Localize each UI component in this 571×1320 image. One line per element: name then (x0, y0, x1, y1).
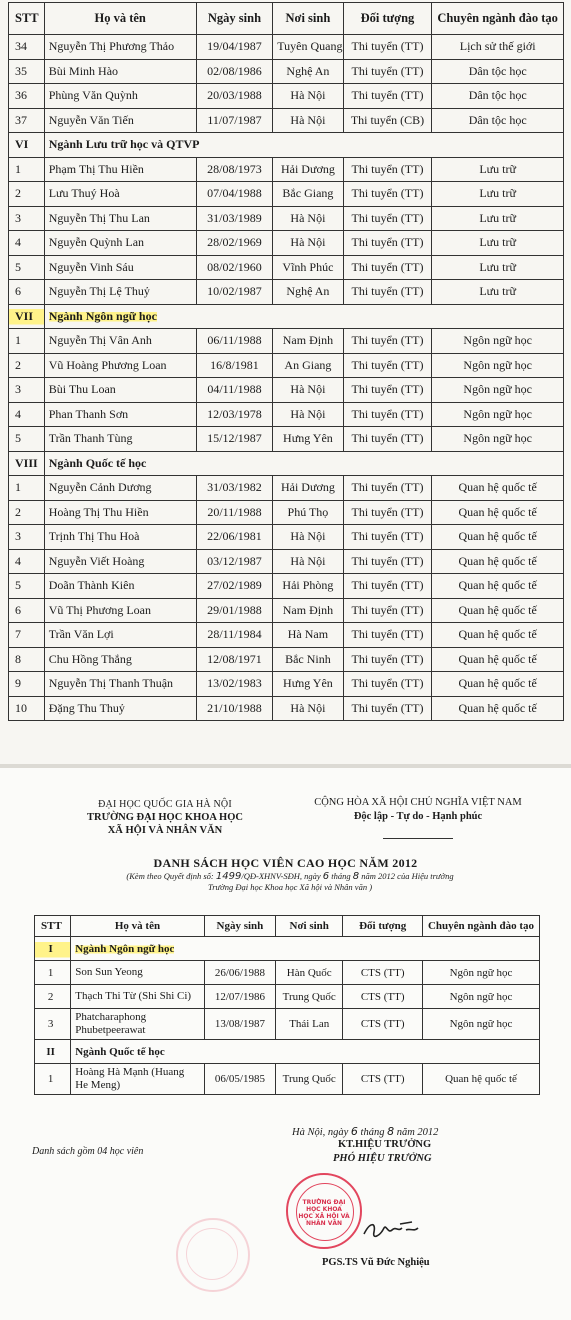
birth-place: Nghệ An (273, 280, 343, 305)
birth-date: 02/08/1986 (196, 59, 273, 84)
admission-type: Thi tuyển (TT) (343, 549, 432, 574)
admission-type: Thi tuyển (TT) (343, 525, 432, 550)
birth-date: 21/10/1988 (196, 696, 273, 721)
row-number: 4 (9, 402, 45, 427)
student-name: Nguyễn Thị Thanh Thuận (44, 672, 196, 697)
birth-date: 19/04/1987 (196, 35, 273, 60)
subtitle-part-d: năm 2012 của Hiệu trưởng (361, 871, 454, 881)
section-title-cell (44, 133, 563, 158)
admission-type: Thi tuyển (TT) (343, 476, 432, 501)
major: Quan hệ quốc tế (432, 623, 564, 648)
subtitle-part-c: tháng (331, 871, 351, 881)
birth-place: Hà Nội (273, 231, 343, 256)
admission-type: Thi tuyển (TT) (343, 672, 432, 697)
birth-date: 13/02/1983 (196, 672, 273, 697)
section-row (35, 1040, 540, 1064)
column-header: Họ và tên (71, 916, 204, 937)
admission-type: Thi tuyển (TT) (343, 59, 432, 84)
decision-month: 8 (352, 871, 360, 882)
column-header: STT (9, 3, 45, 35)
birth-place: An Giang (273, 353, 343, 378)
student-name: Phan Thanh Sơn (44, 402, 196, 427)
signature-date (292, 1125, 438, 1138)
table-row (9, 476, 564, 501)
section-title-cell (44, 451, 563, 476)
column-header: Họ và tên (44, 3, 196, 35)
row-number: 1 (35, 961, 71, 985)
row-number: 5 (9, 427, 45, 452)
document-subtitle (70, 871, 510, 893)
row-number: 1 (9, 329, 45, 354)
subtitle-line-2: Trường Đại học Khoa học Xã hội và Nhân văn ) (207, 882, 373, 892)
table-row (9, 647, 564, 672)
major: Lưu trữ (432, 206, 564, 231)
signer-name: PGS.TS Vũ Đức Nghiệu (322, 1257, 430, 1268)
admission-type: Thi tuyển (TT) (343, 574, 432, 599)
major: Lịch sử thế giới (432, 35, 564, 60)
faint-stamp-seal (176, 1218, 250, 1292)
row-number: 5 (9, 574, 45, 599)
major: Lưu trữ (432, 231, 564, 256)
date-month: 8 (387, 1125, 395, 1138)
table-row (9, 84, 564, 109)
table-row (9, 574, 564, 599)
table-row (9, 280, 564, 305)
student-name: Hoàng Hà Mạnh (Huang He Meng) (71, 1064, 204, 1095)
section-row (9, 133, 564, 158)
university-seal-stamp (286, 1173, 362, 1249)
date-part-a: Hà Nội, ngày (292, 1127, 349, 1138)
subtitle-part-a: (Kèm theo Quyết định số: (126, 871, 214, 881)
birth-date: 08/02/1960 (196, 255, 273, 280)
birth-place: Nghệ An (273, 59, 343, 84)
major: Dân tộc học (432, 84, 564, 109)
table-row (9, 672, 564, 697)
row-number: 3 (9, 525, 45, 550)
section-title: Ngành Quốc tế học (75, 1045, 165, 1058)
major: Lưu trữ (432, 182, 564, 207)
birth-date: 04/11/1988 (196, 378, 273, 403)
student-name: Nguyễn Thị Lệ Thuỷ (44, 280, 196, 305)
date-part-c: năm 2012 (396, 1127, 439, 1138)
birth-date: 11/07/1987 (196, 108, 273, 133)
row-number: 3 (35, 1009, 71, 1040)
birth-place: Phú Thọ (273, 500, 343, 525)
row-number: 4 (9, 231, 45, 256)
admission-type: Thi tuyển (TT) (343, 500, 432, 525)
student-name: Son Sun Yeong (71, 961, 204, 985)
table-row (35, 1064, 540, 1095)
admission-type: CTS (TT) (343, 1009, 423, 1040)
signer-title-1: KT.HIỆU TRƯỞNG (338, 1139, 432, 1150)
student-name: Doãn Thành Kiên (44, 574, 196, 599)
section-title-cell (44, 304, 563, 329)
birth-place: Vĩnh Phúc (273, 255, 343, 280)
date-part-b: tháng (360, 1127, 385, 1138)
document-title: DANH SÁCH HỌC VIÊN CAO HỌC NĂM 2012 (153, 856, 418, 870)
major: Quan hệ quốc tế (432, 549, 564, 574)
subtitle-part-b: /QĐ-XHNV-SĐH, ngày (241, 871, 321, 881)
birth-place: Hà Nội (273, 696, 343, 721)
student-name: Nguyễn Thị Thu Lan (44, 206, 196, 231)
decision-day: 6 (322, 871, 330, 882)
row-number: 2 (9, 353, 45, 378)
table-row (9, 623, 564, 648)
birth-place: Hưng Yên (273, 427, 343, 452)
table-row (9, 525, 564, 550)
major: Quan hệ quốc tế (432, 696, 564, 721)
section-number: VII (9, 304, 45, 329)
section-row (9, 451, 564, 476)
admission-type: CTS (TT) (343, 961, 423, 985)
birth-date: 22/06/1981 (196, 525, 273, 550)
birth-place: Tuyên Quang (273, 35, 343, 60)
table-row (35, 1009, 540, 1040)
admission-type: Thi tuyển (TT) (343, 623, 432, 648)
major: Ngôn ngữ học (432, 402, 564, 427)
birth-place: Hà Nam (273, 623, 343, 648)
major: Lưu trữ (432, 280, 564, 305)
table-row (9, 402, 564, 427)
table-row (9, 427, 564, 452)
column-header: Đối tượng (343, 916, 423, 937)
major: Quan hệ quốc tế (423, 1064, 540, 1095)
major: Ngôn ngữ học (432, 378, 564, 403)
section-number: VI (9, 133, 45, 158)
table-row (9, 549, 564, 574)
table-row (9, 598, 564, 623)
section-number: I (35, 937, 71, 961)
admission-type: Thi tuyển (TT) (343, 353, 432, 378)
admission-type: CTS (TT) (343, 985, 423, 1009)
birth-place: Nam Định (273, 598, 343, 623)
birth-place: Bắc Ninh (273, 647, 343, 672)
major: Quan hệ quốc tế (432, 598, 564, 623)
birth-date: 13/08/1987 (204, 1009, 275, 1040)
table-row (9, 255, 564, 280)
student-name: Nguyễn Thị Phương Thảo (44, 35, 196, 60)
column-header: Nơi sinh (276, 916, 343, 937)
row-number: 10 (9, 696, 45, 721)
student-count-note: Danh sách gồm 04 học viên (32, 1146, 144, 1157)
birth-date: 20/11/1988 (196, 500, 273, 525)
student-name: Hoàng Thị Thu Hiền (44, 500, 196, 525)
row-number: 35 (9, 59, 45, 84)
table-row (9, 378, 564, 403)
faculty-name-line1: TRƯỜNG ĐẠI HỌC KHOA HỌC (87, 812, 243, 823)
birth-date: 28/02/1969 (196, 231, 273, 256)
admission-type: Thi tuyển (TT) (343, 598, 432, 623)
student-name: Phạm Thị Thu Hiền (44, 157, 196, 182)
student-name: Chu Hồng Thắng (44, 647, 196, 672)
row-number: 2 (9, 500, 45, 525)
student-name: Bùi Minh Hào (44, 59, 196, 84)
table-row (9, 59, 564, 84)
section-title: Ngành Ngôn ngữ học (48, 308, 157, 323)
table-row (9, 108, 564, 133)
admission-type: Thi tuyển (TT) (343, 427, 432, 452)
student-name: Nguyễn Thị Vân Anh (44, 329, 196, 354)
major: Quan hệ quốc tế (432, 647, 564, 672)
row-number: 37 (9, 108, 45, 133)
row-number: 5 (9, 255, 45, 280)
major: Quan hệ quốc tế (432, 500, 564, 525)
major: Ngôn ngữ học (432, 329, 564, 354)
row-number: 9 (9, 672, 45, 697)
admission-type: Thi tuyển (TT) (343, 35, 432, 60)
student-name: Nguyễn Viết Hoàng (44, 549, 196, 574)
birth-place: Hải Dương (273, 476, 343, 501)
birth-place: Thái Lan (276, 1009, 343, 1040)
birth-place: Hải Dương (273, 157, 343, 182)
student-name: Nguyễn Vinh Sáu (44, 255, 196, 280)
birth-date: 31/03/1989 (196, 206, 273, 231)
birth-date: 12/08/1971 (196, 647, 273, 672)
table-header-row (9, 3, 564, 35)
major: Quan hệ quốc tế (432, 476, 564, 501)
table-row (9, 206, 564, 231)
student-name: Trịnh Thị Thu Hoà (44, 525, 196, 550)
row-number: 1 (9, 476, 45, 501)
student-name: Trần Thanh Tùng (44, 427, 196, 452)
row-number: 36 (9, 84, 45, 109)
row-number: 3 (9, 378, 45, 403)
student-name: Trần Văn Lợi (44, 623, 196, 648)
birth-place: Trung Quốc (276, 985, 343, 1009)
student-name: Đặng Thu Thuỷ (44, 696, 196, 721)
section-number: VIII (9, 451, 45, 476)
admission-type: Thi tuyển (TT) (343, 231, 432, 256)
major: Lưu trữ (432, 255, 564, 280)
major: Ngôn ngữ học (432, 353, 564, 378)
birth-place: Hưng Yên (273, 672, 343, 697)
admission-type: Thi tuyển (TT) (343, 84, 432, 109)
birth-place: Hà Nội (273, 84, 343, 109)
row-number: 6 (9, 598, 45, 623)
row-number: 3 (9, 206, 45, 231)
admission-type: Thi tuyển (TT) (343, 157, 432, 182)
section-number: II (35, 1040, 71, 1064)
table-row (35, 985, 540, 1009)
birth-date: 28/11/1984 (196, 623, 273, 648)
admission-type: Thi tuyển (TT) (343, 696, 432, 721)
national-motto: Độc lập - Tự do - Hạnh phúc (353, 811, 483, 822)
birth-date: 31/03/1982 (196, 476, 273, 501)
birth-place: Hà Nội (273, 549, 343, 574)
table-row (9, 696, 564, 721)
signer-title-2: PHÓ HIỆU TRƯỞNG (333, 1153, 432, 1164)
row-number: 34 (9, 35, 45, 60)
column-header: Ngày sinh (196, 3, 273, 35)
birth-date: 27/02/1989 (196, 574, 273, 599)
student-name: Lưu Thuý Hoà (44, 182, 196, 207)
section-title: Ngành Lưu trữ học và QTVP (48, 137, 200, 152)
admission-type: Thi tuyển (TT) (343, 255, 432, 280)
student-name: Phùng Văn Quỳnh (44, 84, 196, 109)
birth-place: Nam Định (273, 329, 343, 354)
birth-place: Hà Nội (273, 402, 343, 427)
row-number: 4 (9, 549, 45, 574)
stamp-text: TRƯỜNG ĐẠI HỌC KHOA HỌC XÃ HỘI VÀ NHÂN VĂN (298, 1199, 350, 1227)
birth-place: Trung Quốc (276, 1064, 343, 1095)
foreign-student-table (34, 915, 540, 1095)
major: Quan hệ quốc tế (432, 525, 564, 550)
major: Ngôn ngữ học (423, 1009, 540, 1040)
student-name: Thạch Thi Từ (Shi Shi Ci) (71, 985, 204, 1009)
table-row (9, 329, 564, 354)
table-row (9, 500, 564, 525)
national-header (288, 796, 548, 824)
row-number: 2 (9, 182, 45, 207)
student-name: Vũ Thị Phương Loan (44, 598, 196, 623)
section-title: Ngành Ngôn ngữ học (75, 942, 175, 955)
birth-date: 12/07/1986 (204, 985, 275, 1009)
column-header: Ngày sinh (204, 916, 275, 937)
birth-place: Hải Phòng (273, 574, 343, 599)
document-page-2 (0, 768, 571, 1320)
admission-type: Thi tuyển (TT) (343, 647, 432, 672)
birth-date: 28/08/1973 (196, 157, 273, 182)
birth-place: Hàn Quốc (276, 961, 343, 985)
admission-type: Thi tuyển (TT) (343, 280, 432, 305)
student-name: Nguyễn Văn Tiến (44, 108, 196, 133)
row-number: 8 (9, 647, 45, 672)
table-header-row (35, 916, 540, 937)
admission-type: CTS (TT) (343, 1064, 423, 1095)
birth-place: Bắc Giang (273, 182, 343, 207)
handwritten-signature (360, 1216, 420, 1244)
table-row (9, 157, 564, 182)
major: Ngôn ngữ học (423, 985, 540, 1009)
column-header: STT (35, 916, 71, 937)
birth-place: Hà Nội (273, 206, 343, 231)
student-name: Vũ Hoàng Phương Loan (44, 353, 196, 378)
section-row (9, 304, 564, 329)
university-header (50, 798, 280, 837)
section-title-cell (71, 1040, 540, 1064)
major: Dân tộc học (432, 59, 564, 84)
section-row (35, 937, 540, 961)
major: Quan hệ quốc tế (432, 574, 564, 599)
birth-place: Hà Nội (273, 108, 343, 133)
date-day: 6 (350, 1125, 358, 1138)
section-title: Ngành Quốc tế học (48, 455, 147, 470)
major: Ngôn ngữ học (432, 427, 564, 452)
column-header: Nơi sinh (273, 3, 343, 35)
student-name: Nguyễn Cảnh Dương (44, 476, 196, 501)
major: Dân tộc học (432, 108, 564, 133)
major: Ngôn ngữ học (423, 961, 540, 985)
major: Quan hệ quốc tế (432, 672, 564, 697)
birth-place: Hà Nội (273, 525, 343, 550)
admission-type: Thi tuyển (TT) (343, 182, 432, 207)
birth-date: 16/8/1981 (196, 353, 273, 378)
birth-date: 20/03/1988 (196, 84, 273, 109)
row-number: 1 (9, 157, 45, 182)
birth-date: 06/05/1985 (204, 1064, 275, 1095)
birth-date: 07/04/1988 (196, 182, 273, 207)
column-header: Chuyên ngành đào tạo (423, 916, 540, 937)
country-name: CỘNG HÒA XÃ HỘI CHỦ NGHĨA VIỆT NAM (314, 797, 522, 808)
row-number: 2 (35, 985, 71, 1009)
table-row (35, 961, 540, 985)
university-name: ĐẠI HỌC QUỐC GIA HÀ NỘI (98, 799, 232, 810)
admission-type: Thi tuyển (TT) (343, 329, 432, 354)
birth-place: Hà Nội (273, 378, 343, 403)
table-row (9, 353, 564, 378)
column-header: Chuyên ngành đào tạo (432, 3, 564, 35)
admission-type: Thi tuyển (CB) (343, 108, 432, 133)
admission-type: Thi tuyển (TT) (343, 378, 432, 403)
birth-date: 03/12/1987 (196, 549, 273, 574)
table-row (9, 35, 564, 60)
birth-date: 26/06/1988 (204, 961, 275, 985)
motto-underline (383, 838, 453, 839)
row-number: 6 (9, 280, 45, 305)
birth-date: 06/11/1988 (196, 329, 273, 354)
faculty-name-line2: XÃ HỘI VÀ NHÂN VĂN (107, 825, 223, 836)
student-name: Phatcharaphong Phubetpeerawat (71, 1009, 204, 1040)
student-name: Bùi Thu Loan (44, 378, 196, 403)
birth-date: 10/02/1987 (196, 280, 273, 305)
student-name: Nguyễn Quỳnh Lan (44, 231, 196, 256)
row-number: 1 (35, 1064, 71, 1095)
birth-date: 29/01/1988 (196, 598, 273, 623)
admission-type: Thi tuyển (TT) (343, 402, 432, 427)
decision-number: 1499 (215, 871, 242, 882)
row-number: 7 (9, 623, 45, 648)
admission-type: Thi tuyển (TT) (343, 206, 432, 231)
table-row (9, 182, 564, 207)
major: Lưu trữ (432, 157, 564, 182)
section-title-cell (71, 937, 540, 961)
column-header: Đối tượng (343, 3, 432, 35)
birth-date: 15/12/1987 (196, 427, 273, 452)
student-table-continued (8, 2, 564, 721)
table-row (9, 231, 564, 256)
birth-date: 12/03/1978 (196, 402, 273, 427)
